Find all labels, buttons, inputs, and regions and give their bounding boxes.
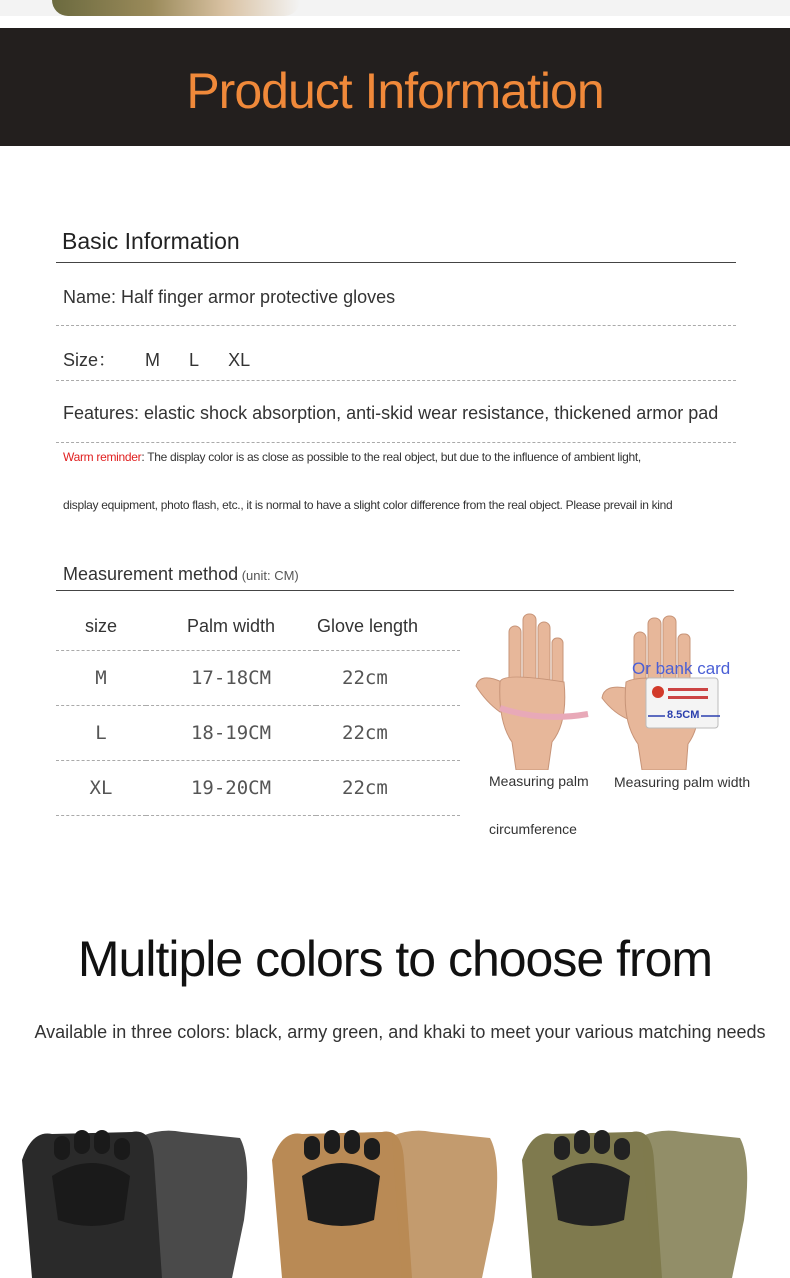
warm-reminder-text: : The display color is as close as possible to the real object, but due to the influence of ambient light, [141, 450, 641, 464]
table-row [56, 761, 460, 816]
top-product-photo-strip [0, 0, 790, 16]
features-text: Features: elastic shock absorption, anti-skid wear resistance, thickened armor pad [63, 403, 719, 423]
colors-subtitle: Available in three colors: black, army green, and khaki to meet your various matching needs [34, 1022, 766, 1042]
column-header: Glove length [316, 603, 460, 651]
measurement-unit: (unit: CM) [238, 568, 299, 583]
bank-card-label: Or bank card [632, 659, 731, 678]
basic-info-heading: Basic Information [62, 228, 240, 254]
product-name: Name: Half finger armor protective gloves [63, 287, 396, 307]
warm-reminder-line-2: display equipment, photo flash, etc., it is normal to have a slight color difference from the real object. Please prevail in kind [63, 498, 673, 512]
colors-title: Multiple colors to choose from [77, 931, 713, 987]
size-cell: L [56, 706, 146, 761]
size-cell: XL [56, 761, 146, 816]
size-option: L [189, 350, 200, 370]
size-chart-table [56, 603, 460, 816]
size-cell: M [56, 651, 146, 706]
divider [56, 380, 736, 381]
size-option: M [145, 350, 161, 370]
palm-width-cell: 18-19CM [146, 706, 316, 761]
glove-army-green-image [512, 1120, 752, 1278]
glove-length-cell: 22cm [316, 706, 460, 761]
divider [56, 590, 734, 591]
divider [56, 442, 736, 443]
palm-width-cell: 19-20CM [146, 761, 316, 816]
column-header: Palm width [146, 603, 316, 651]
palm-width-illustration [600, 612, 720, 770]
product-photo-crop [52, 0, 300, 16]
glove-length-cell: 22cm [316, 651, 460, 706]
size-option: XL [228, 350, 251, 370]
glove-black-image [12, 1120, 252, 1278]
warm-reminder-line-1 [63, 450, 641, 464]
card-width-label: 8.5CM [667, 709, 700, 721]
banner-title: Product Information [186, 63, 604, 119]
warm-reminder-label: Warm reminder [63, 450, 142, 464]
caption-palm-width: Measuring palm width [614, 774, 751, 790]
caption-palm-circumference: Measuring palm [489, 773, 589, 789]
column-header: size [56, 603, 146, 651]
table-row [56, 706, 460, 761]
size-label: Size： [63, 350, 117, 370]
palm-circumference-illustration [472, 612, 592, 770]
glove-length-cell: 22cm [316, 761, 460, 816]
measurement-heading [63, 564, 299, 585]
divider [56, 262, 736, 263]
caption-palm-circumference-cont: circumference [489, 821, 577, 837]
size-row [63, 346, 274, 372]
palm-width-cell: 17-18CM [146, 651, 316, 706]
table-row [56, 651, 460, 706]
measurement-title: Measurement method [63, 564, 239, 584]
table-header-row [56, 603, 460, 651]
glove-khaki-image [262, 1120, 502, 1278]
divider [56, 325, 736, 326]
